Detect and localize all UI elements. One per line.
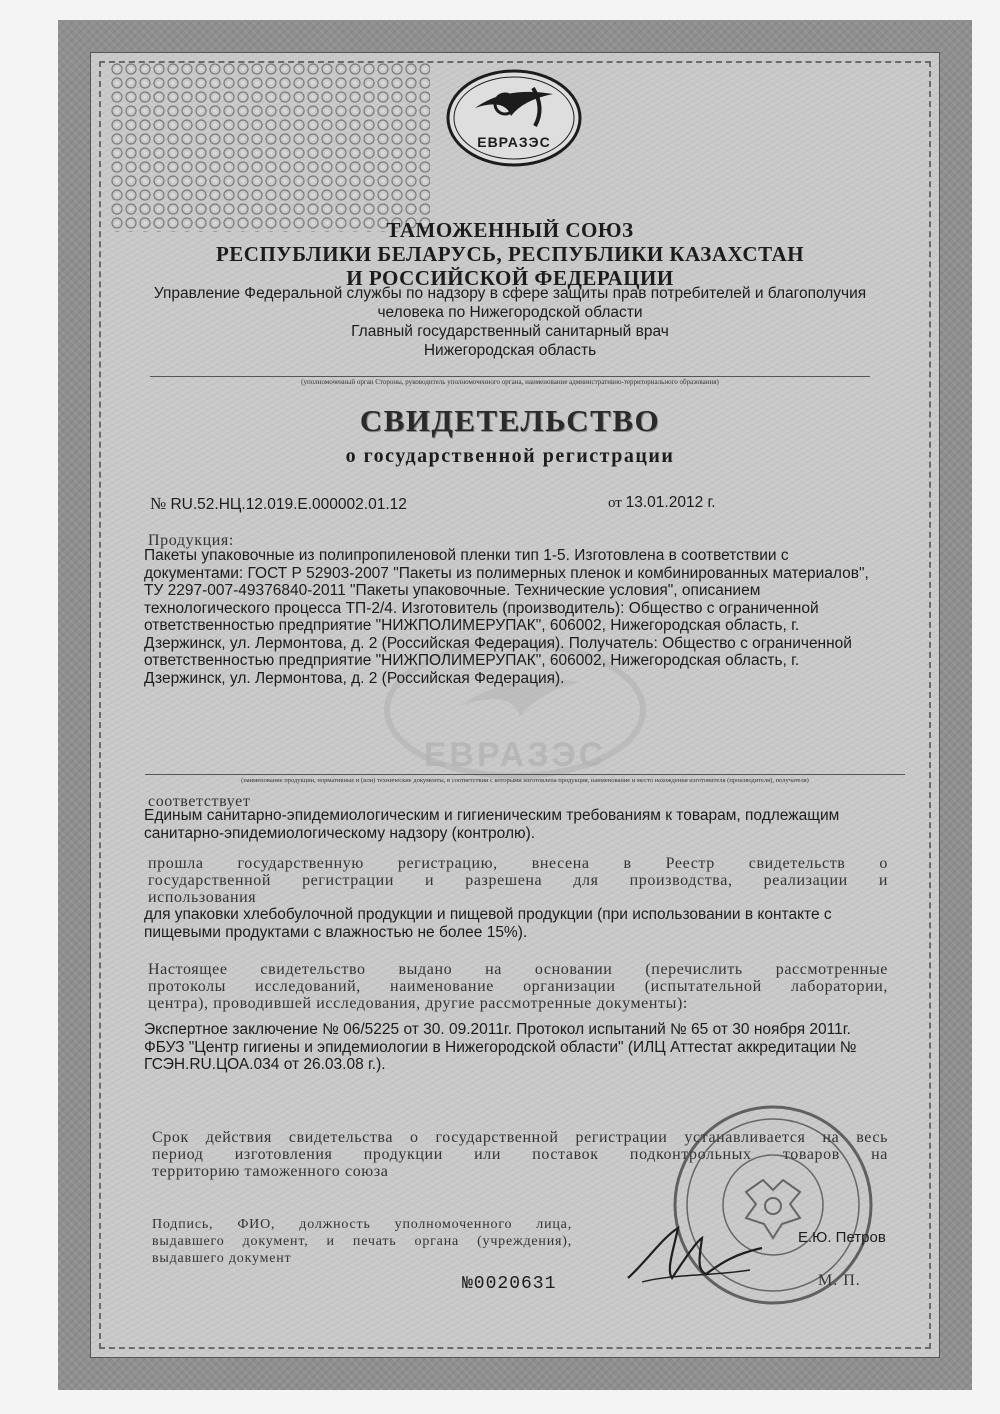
usage-line: пищевыми продуктами с влажностью не более 15%). (144, 923, 528, 941)
header-line: ТАМОЖЕННЫЙ СОЮЗ (386, 218, 634, 242)
guilloche-pattern (110, 62, 430, 232)
registration-line: использования (148, 889, 257, 906)
emblem-label: ЕВРАЗЭС (477, 134, 551, 150)
product-line: Дзержинск, ул. Лермонтова, д. 2 (Российская Федерация). (144, 669, 565, 687)
basis-doc-line: Экспертное заключение № 06/5225 от 30. 09.2011г. Протокол испытаний № 65 от 30 ноября 2011г. (144, 1021, 851, 1038)
watermark-text: ЕВРАЗЭС (423, 736, 607, 774)
header (120, 218, 900, 290)
seal-place-marker: М. П. (818, 1272, 861, 1289)
signature-caption-line: выдавшего документ (152, 1251, 292, 1266)
authority-line: Нижегородская область (423, 342, 597, 359)
document-title: СВИДЕТЕЛЬСТВО (359, 403, 661, 438)
signature-caption (152, 1216, 572, 1267)
validity-line: Срок действия свидетельства о государственной регистрации устанавливается на весь (152, 1129, 888, 1146)
compliance-text (144, 807, 904, 842)
compliance-label: соответствует (148, 793, 251, 810)
certificate-number (150, 494, 407, 514)
date-value: 13.01.2012 г. (625, 494, 716, 511)
registration-text (148, 855, 888, 906)
registration-line: государственной регистрации и разрешена для производства, реализации и (148, 872, 888, 889)
date-prefix: от (608, 495, 622, 511)
product-line: Пакеты упаковочные из полипропиленовой пленки тип 1-5. Изготовлена в соответствии с (144, 547, 789, 564)
signatory-name: Е.Ю. Петров (798, 1229, 886, 1246)
header-line: И РОССИЙСКОЙ ФЕДЕРАЦИИ (346, 266, 674, 290)
product-line: Дзержинск, ул. Лермонтова, д. 2 (Российская Федерация). Получатель: Общество с ограниченной (144, 634, 852, 652)
authority-line: человека по Нижегородской области (377, 304, 643, 321)
authority-line: Управление Федеральной службы по надзору в сфере защиты прав потребителей и благополучия (153, 285, 867, 302)
validity-line: период изготовления продукции или поставок подконтрольных товаров на (152, 1146, 888, 1163)
compliance-line: санитарно-эпидемиологическому надзору (контролю). (144, 824, 536, 842)
authority-line: Главный государственный санитарный врач (351, 323, 669, 340)
product-line: ответственностью предприятие "НИЖПОЛИМЕРУПАК", 606002, Нижегородская область, г. (144, 652, 800, 669)
product-caption: (наименование продукции, нормативные и (или) технические документы, в соответствии с которыми изготовлена продукция, наименование и место нахождения изготовителя (производителя), получателя) (145, 774, 905, 785)
document-subtitle: о государственной регистрации (345, 445, 675, 467)
number-prefix: № (150, 494, 167, 513)
basis-line: центра), проводившей исследования, другие рассмотренные документы): (148, 995, 688, 1012)
validity-line: территорию таможенного союза (152, 1163, 389, 1180)
signature-caption-line: выдавшего документ, и печать органа (учреждения), (152, 1234, 572, 1249)
authority-caption: (уполномоченный орган Стороны, руководитель уполномоченного органа, наименование административно-территориального образования) (150, 376, 870, 387)
issuing-authority (110, 284, 910, 360)
basis-line: Настоящее свидетельство выдано на основании (перечислить рассмотренные (148, 961, 888, 978)
evrazes-emblem (445, 68, 583, 168)
registration-line: прошла государственную регистрацию, внесена в Реестр свидетельств о (148, 855, 888, 872)
product-line: документами: ГОСТ Р 52903-2007 "Пакеты из полимерных пленок и комбинированных материалов", (144, 564, 869, 582)
product-line: технологического процесса ТП-2/4. Изготовитель (производитель): Общество с ограниченной (144, 599, 819, 617)
blank-serial-number: №0020631 (462, 1274, 557, 1294)
basis-documents (144, 1021, 904, 1074)
usage-line: для упаковки хлебобулочной продукции и пищевой продукции (при использовании в контакте с (144, 906, 832, 923)
product-label: Продукция: (148, 532, 234, 549)
compliance-line: Единым санитарно-эпидемиологическим и гигиеническим требованиям к товарам, подлежащим (144, 807, 840, 824)
basis-doc-line: ФБУЗ "Центр гигиены и эпидемиологии в Нижегородской области" (ИЛЦ Аттестат аккредитации № (144, 1038, 857, 1056)
header-line: РЕСПУБЛИКИ БЕЛАРУСЬ, РЕСПУБЛИКИ КАЗАХСТАН (215, 242, 805, 266)
basis-doc-line: ГСЭН.RU.ЦОА.034 от 26.03.08 г.). (144, 1056, 386, 1073)
usage-text (144, 906, 904, 941)
product-line: ТУ 2297-007-49376840-2011 "Пакеты упаковочные. Технические условия", описанием (144, 582, 761, 599)
number-value: RU.52.НЦ.12.019.Е.000002.01.12 (170, 496, 407, 513)
product-line: ответственностью предприятие "НИЖПОЛИМЕРУПАК", 606002, Нижегородская область, г. (144, 617, 800, 634)
certificate-date (608, 494, 716, 512)
basis-text (148, 961, 888, 1012)
product-description (144, 547, 904, 687)
signature-caption-line: Подпись, ФИО, должность уполномоченного лица, (152, 1217, 572, 1232)
handwritten-signature (622, 1214, 772, 1294)
basis-line: протоколы исследований, наименование организации (испытательной лаборатории, (148, 978, 888, 995)
